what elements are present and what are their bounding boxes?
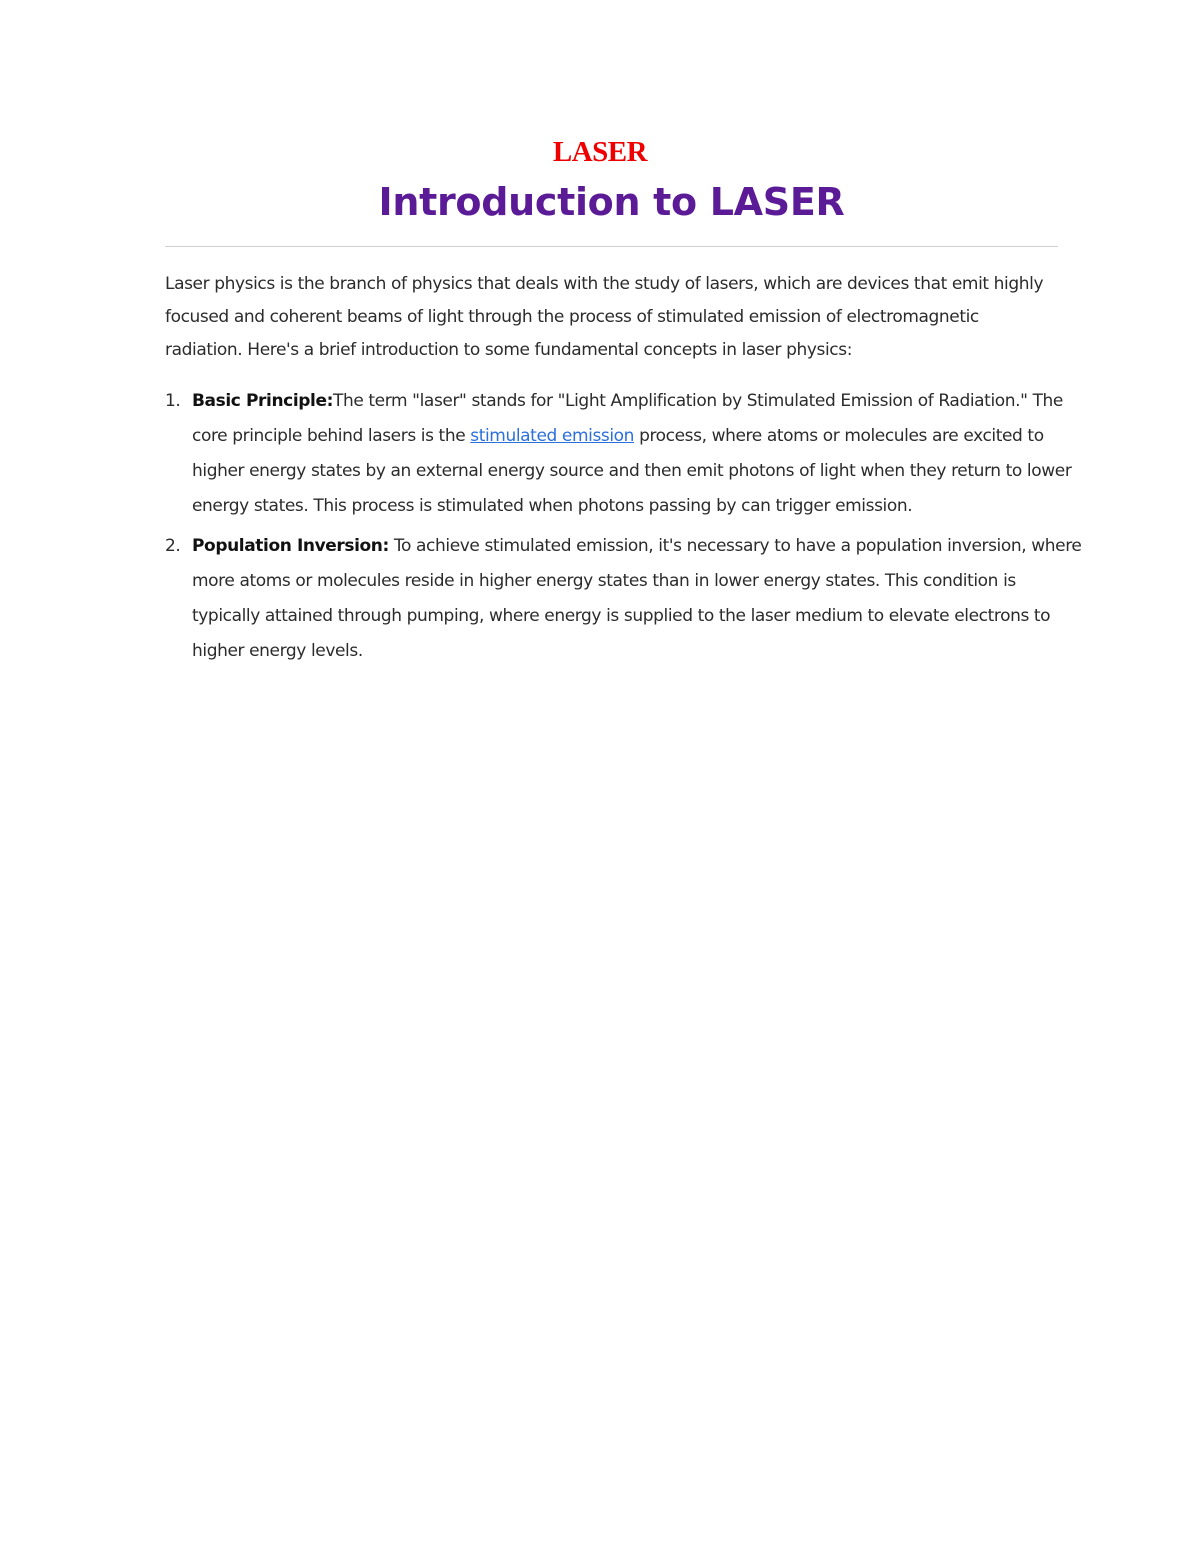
list-item-text: To achieve stimulated emission, it's necessary to have a population inversion, where more atoms or molecules reside in higher energy states than in lower energy states. This condition is typically attained through pumping, where energy is supplied to the laser medium to elevate electrons to higher energy levels. <box>192 536 1082 661</box>
list-item-text: process, where atoms or molecules are excited to higher energy states by an external energy source and then emit photons of light when they return to lower energy states. This process is stimulated when photons passing by can trigger emission. <box>192 426 1072 516</box>
list-item <box>165 529 1085 669</box>
list-item-number: 1. <box>165 391 181 411</box>
top-title: LASER <box>552 136 648 168</box>
list-item-term: Basic Principle: <box>192 391 333 411</box>
concepts-list <box>165 384 1085 674</box>
stimulated-emission-link[interactable]: stimulated emission <box>470 426 635 446</box>
intro-paragraph: Laser physics is the branch of physics that deals with the study of lasers, which are devices that emit highly focused and coherent beams of light through the process of stimulated emission of electromagnetic radiation. Here's a brief introduction to some fundamental concepts in laser physics: <box>165 274 1044 360</box>
list-item <box>165 384 1085 524</box>
list-item-text: The term "laser" stands for "Light Amplification by Stimulated Emission of Radiation." The core principle behind lasers is the <box>192 391 1063 446</box>
list-item-number: 2. <box>165 536 181 556</box>
list-item-term: Population Inversion: <box>192 536 389 556</box>
page-title: Introduction to LASER <box>378 180 845 224</box>
heading-divider <box>165 246 1058 247</box>
